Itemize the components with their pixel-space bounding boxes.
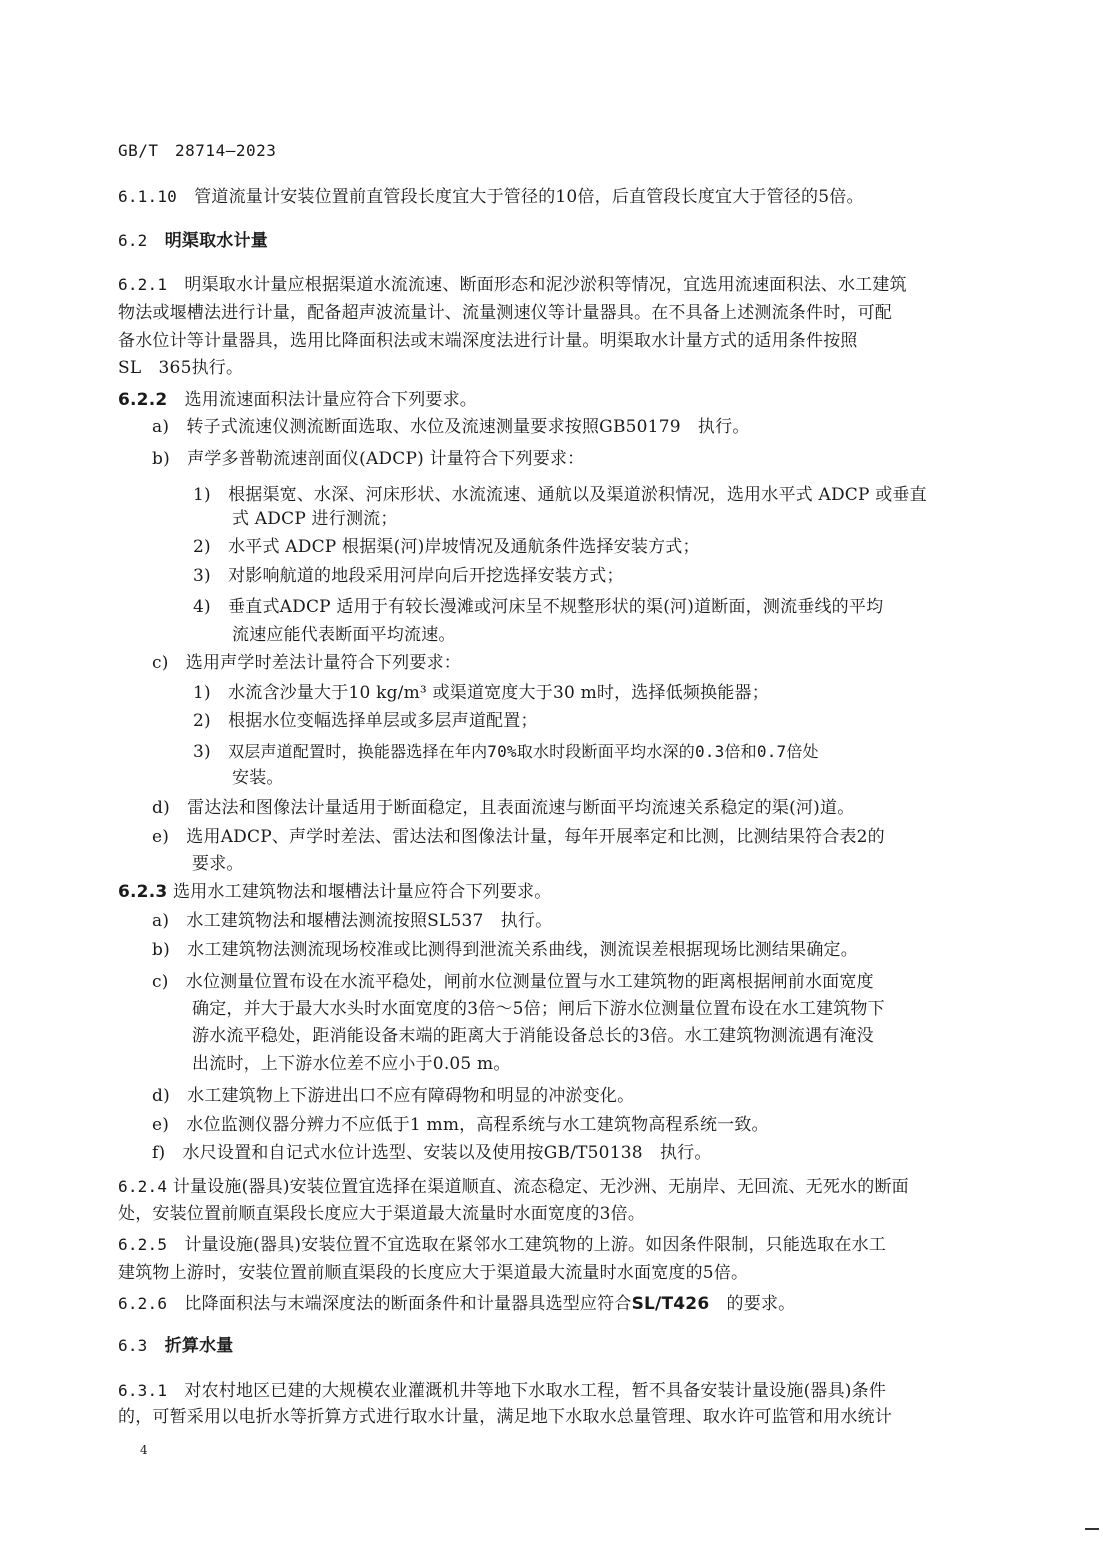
clause-text: 对农村地区已建的大规模农业灌溉机井等地下水取水工程，暂不具备安装计量设施(器具)条件	[184, 1381, 887, 1401]
item-text: 水流含沙量大于10 kg/m³ 或渠道宽度大于30 m时，选择低频换能器；	[228, 683, 769, 703]
clause-text: 明渠取水计量应根据渠道水流流速、断面形态和泥沙淤积等情况，宜选用流速面积法、水工建筑	[184, 275, 907, 295]
sub-item-c-1	[193, 682, 769, 704]
item-label: e)	[152, 827, 170, 847]
list-item-d	[152, 1085, 634, 1107]
clause-number: 6.1.10	[118, 187, 177, 206]
item-text: 声学多普勒流速剖面仪(ADCP) 计量符合下列要求：	[187, 449, 585, 469]
list-item-a	[152, 416, 750, 438]
item-text: 水位测量位置布设在水流平稳处，闸前水位测量位置与水工建筑物的距离根据闸前水面宽度	[185, 972, 874, 992]
sub-item-b-4-line-1	[193, 596, 883, 618]
list-item-c-line-4: 出流时，上下游水位差不应小于0.05 m。	[192, 1054, 511, 1074]
clause-number: 6.2.4	[118, 1177, 168, 1196]
section-heading-6-2	[118, 230, 268, 252]
clause-number: 6.2.3	[118, 882, 168, 902]
section-title: 折算水量	[164, 1336, 234, 1356]
sub-item-b-1-line-1	[193, 484, 927, 506]
item-text: 水位监测仪器分辨力不应低于1 mm，高程系统与水工建筑物高程系统一致。	[186, 1115, 769, 1135]
clause-text: 计量设施(器具)安装位置宜选择在渠道顺直、流态稳定、无沙洲、无崩岸、无回流、无死水的断面	[172, 1177, 909, 1197]
corner-mark	[1085, 1528, 1099, 1530]
clause-text: 选用流速面积法计量应符合下列要求。	[184, 390, 478, 410]
section-number: 6.3	[118, 1336, 148, 1355]
clause-text: 计量设施(器具)安装位置不宜选取在紧邻水工建筑物的上游。如因条件限制，只能选取在水工	[184, 1235, 887, 1255]
clause-text: 选用水工建筑物法和堰槽法计量应符合下列要求。	[173, 882, 552, 902]
list-item-d	[152, 797, 854, 819]
clause-6-2-4-line-1	[118, 1176, 909, 1198]
item-label: 3)	[193, 742, 211, 762]
clause-6-2-4-line-2: 处，安装位置前顺直渠段长度应大于渠道最大流量时水面宽度的3倍。	[118, 1204, 646, 1224]
item-label: c)	[152, 653, 169, 673]
section-heading-6-3	[118, 1335, 234, 1357]
list-item-c	[152, 652, 461, 674]
clause-text-end: 的要求。	[709, 1294, 796, 1314]
clause-number: 6.2.5	[118, 1235, 168, 1254]
clause-6-2-1-line-2: 物法或堰槽法进行计量，配备超声波流量计、流量测速仪等计量器具。在不具备上述测流条件时，可配	[118, 303, 892, 323]
item-text: 双层声道配置时，换能器选择在年内70%取水时段断面平均水深的0.3倍和0.7倍处	[228, 742, 819, 761]
section-number: 6.2	[118, 231, 148, 250]
page-number: 4	[140, 1443, 148, 1457]
clause-6-2-6	[118, 1293, 795, 1315]
sub-item-c-3-line-2: 安装。	[232, 768, 284, 788]
item-text: 水工建筑物上下游进出口不应有障碍物和明显的冲淤变化。	[187, 1086, 635, 1106]
item-text: 根据水位变幅选择单层或多层声道配置；	[228, 711, 538, 731]
clause-6-2-1-line-4: SL 365执行。	[118, 358, 244, 378]
list-item-b	[152, 448, 584, 470]
list-item-b	[152, 939, 858, 961]
sub-item-b-4-line-2: 流速应能代表断面平均流速。	[232, 625, 456, 645]
list-item-e-line-2: 要求。	[192, 854, 244, 874]
item-label: b)	[152, 940, 170, 960]
item-label: 4)	[193, 597, 211, 617]
list-item-c-line-1	[152, 971, 874, 993]
item-text: 选用声学时差法计量符合下列要求：	[185, 653, 461, 673]
sub-item-b-1-line-2: 式 ADCP 进行测流；	[232, 509, 398, 529]
item-text: 水平式 ADCP 根据渠(河)岸坡情况及通航条件选择安装方式；	[228, 537, 700, 557]
list-item-c-line-2: 确定，并大于最大水头时水面宽度的3倍～5倍；闸后下游水位测量位置布设在水工建筑物下	[192, 999, 885, 1019]
item-label: 1)	[193, 485, 211, 505]
clause-6-2-3	[118, 881, 551, 903]
sub-item-c-2	[193, 710, 538, 732]
clause-text: 比降面积法与末端深度法的断面条件和计量器具选型应符合	[184, 1294, 632, 1314]
item-label: 2)	[193, 537, 211, 557]
item-label: f)	[152, 1143, 166, 1163]
item-text: 转子式流速仪测流断面选取、水位及流速测量要求按照GB50179 执行。	[186, 417, 750, 437]
item-text: 水尺设置和自记式水位计选型、安装以及使用按GB/T50138 执行。	[182, 1143, 712, 1163]
list-item-e-line-1	[152, 826, 885, 848]
clause-6-2-5-line-1	[118, 1234, 886, 1256]
standard-reference: SL/T426	[631, 1294, 710, 1314]
sub-item-b-2	[193, 536, 700, 558]
item-label: a)	[152, 911, 170, 931]
clause-number: 6.2.6	[118, 1294, 168, 1313]
item-label: c)	[152, 972, 169, 992]
item-label: e)	[152, 1115, 170, 1135]
list-item-f	[152, 1142, 712, 1164]
sub-item-c-3-line-1	[193, 741, 819, 763]
standard-code-header: GB/T 28714—2023	[118, 141, 277, 160]
item-label: a)	[152, 417, 170, 437]
clause-6-2-1-line-1	[118, 274, 907, 296]
item-label: 3)	[193, 566, 211, 586]
item-text: 水工建筑物法和堰槽法测流按照SL537 执行。	[186, 911, 553, 931]
clause-6-2-5-line-2: 建筑物上游时，安装位置前顺直渠段的长度应大于渠道最大流量时水面宽度的5倍。	[118, 1263, 749, 1283]
item-text: 雷达法和图像法计量适用于断面稳定，且表面流速与断面平均流速关系稳定的渠(河)道。	[187, 798, 855, 818]
clause-6-2-2	[118, 389, 477, 411]
item-text: 垂直式ADCP 适用于有较长漫滩或河床呈不规整形状的渠(河)道断面，测流垂线的平均	[228, 597, 884, 617]
clause-6-3-1-line-2: 的，可暂采用以电折水等折算方式进行取水计量，满足地下水取水总量管理、取水许可监管和用水统计	[118, 1407, 892, 1427]
item-label: 1)	[193, 683, 211, 703]
item-text: 根据渠宽、水深、河床形状、水流流速、通航以及渠道淤积情况，选用水平式 ADCP 或垂直	[228, 485, 927, 505]
item-label: d)	[152, 798, 170, 818]
item-text: 对影响航道的地段采用河岸向后开挖选择安装方式；	[228, 566, 624, 586]
clause-6-1-10	[118, 186, 864, 208]
list-item-e	[152, 1114, 769, 1136]
list-item-a	[152, 910, 552, 932]
item-label: d)	[152, 1086, 170, 1106]
item-text: 选用ADCP、声学时差法、雷达法和图像法计量，每年开展率定和比测，比测结果符合表2的	[186, 827, 885, 847]
sub-item-b-3	[193, 565, 624, 587]
clause-number: 6.2.1	[118, 275, 168, 294]
section-title: 明渠取水计量	[164, 231, 268, 251]
list-item-c-line-3: 游水流平稳处，距消能设备末端的距离大于消能设备总长的3倍。水工建筑物测流遇有淹没	[192, 1026, 874, 1046]
clause-6-3-1-line-1	[118, 1380, 886, 1402]
item-label: b)	[152, 449, 170, 469]
item-label: 2)	[193, 711, 211, 731]
clause-number: 6.2.2	[118, 390, 168, 410]
clause-number: 6.3.1	[118, 1381, 168, 1400]
item-text: 水工建筑物法测流现场校准或比测得到泄流关系曲线，测流误差根据现场比测结果确定。	[187, 940, 858, 960]
clause-6-2-1-line-3: 备水位计等计量器具，选用比降面积法或末端深度法进行计量。明渠取水计量方式的适用条件按照	[118, 331, 858, 351]
clause-text: 管道流量计安装位置前直管段长度宜大于管径的10倍，后直管段长度宜大于管径的5倍。	[194, 187, 864, 207]
